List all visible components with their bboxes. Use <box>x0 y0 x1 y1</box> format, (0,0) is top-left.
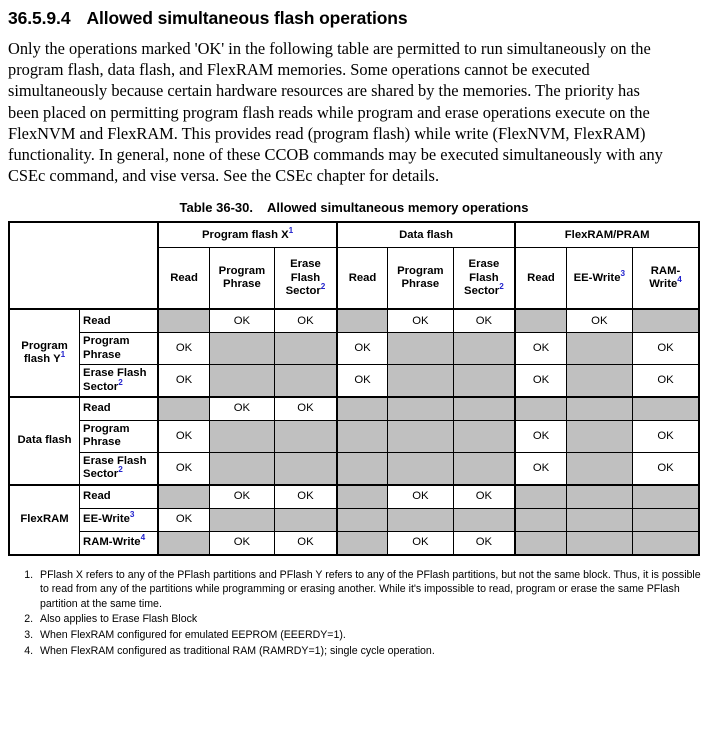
footnote-ref: 2 <box>118 377 123 387</box>
matrix-cell-allowed: OK <box>453 309 515 333</box>
col-header-fr-ram-write: RAM-Write$^4$ <box>633 248 699 310</box>
footnote-ref: 4 <box>677 275 682 285</box>
table-caption <box>6 200 702 215</box>
matrix-cell-allowed: OK <box>388 309 453 333</box>
table-row <box>9 333 699 365</box>
matrix-cell-blocked <box>566 333 632 365</box>
matrix-cell-blocked <box>515 485 566 509</box>
matrix-cell-allowed: OK <box>388 485 453 509</box>
table-header <box>9 222 699 309</box>
footnote-ref: 2 <box>320 282 326 292</box>
matrix-cell-allowed: OK <box>633 365 699 397</box>
footnote-ref: 1 <box>60 350 66 360</box>
row-operation-label: Program Phrase <box>80 421 159 453</box>
row-operation-label: RAM-Write$^4$ <box>80 531 159 555</box>
row-operation-label: Erase Flash Sector$^2$ <box>80 365 159 397</box>
document-page <box>0 8 708 745</box>
footnote-item: 3. When FlexRAM configured for emulated EEPROM (EEERDY=1). <box>36 628 704 643</box>
matrix-cell-allowed: OK <box>209 397 274 421</box>
matrix-cell-allowed: OK <box>158 452 209 484</box>
matrix-cell-allowed: OK <box>515 452 566 484</box>
table-row <box>9 421 699 453</box>
intro-paragraph: Only the operations marked 'OK' in the following table are permitted to run simultaneously on the program flash, data flash, and FlexRAM memories. Some operations cannot be executed simultaneously because certain hardware resources are shared by the memories. The priority has been placed on permitting program flash reads while program and erase operations execute on the FlexNVM and FlexRAM. This provides read (program flash) while write (FlexNVM, FlexRAM) functionality. In general, none of these CCOB commands may be executed simultaneously with any CSEc command, and vise versa. See the CSEc chapter for details. <box>8 39 663 186</box>
matrix-cell-blocked <box>275 333 337 365</box>
simultaneous-operations-table <box>8 221 700 555</box>
matrix-cell-blocked <box>515 508 566 531</box>
matrix-cell-blocked <box>209 508 274 531</box>
matrix-cell-blocked <box>275 365 337 397</box>
matrix-cell-allowed: OK <box>209 485 274 509</box>
matrix-cell-blocked <box>633 508 699 531</box>
matrix-cell-blocked <box>337 531 388 555</box>
matrix-cell-allowed: OK <box>158 365 209 397</box>
col-header-fr-ee-write: EE-Write$^3$ <box>566 248 632 310</box>
matrix-cell-blocked <box>515 309 566 333</box>
matrix-cell-blocked <box>566 365 632 397</box>
col-header-pfx-program-phrase: Program Phrase <box>209 248 274 310</box>
matrix-cell-blocked <box>209 333 274 365</box>
matrix-cell-allowed: OK <box>515 421 566 453</box>
footnote-ref: 3 <box>129 510 135 520</box>
table-corner-cell <box>9 222 158 309</box>
table-row <box>9 365 699 397</box>
matrix-cell-allowed: OK <box>209 531 274 555</box>
matrix-cell-blocked <box>275 452 337 484</box>
matrix-cell-blocked <box>566 421 632 453</box>
row-group-label: FlexRAM <box>9 485 80 555</box>
matrix-cell-blocked <box>633 309 699 333</box>
matrix-cell-blocked <box>388 421 453 453</box>
matrix-cell-blocked <box>566 485 632 509</box>
col-header-fr-read: Read <box>515 248 566 310</box>
section-number: 36.5.9.4 <box>8 8 71 28</box>
row-operation-label: Read <box>80 485 159 509</box>
col-header-df-read: Read <box>337 248 388 310</box>
footnote-item: 2. Also applies to Erase Flash Block <box>36 612 704 627</box>
footnote-ref: 1 <box>288 225 294 235</box>
matrix-cell-blocked <box>453 365 515 397</box>
matrix-cell-blocked <box>209 452 274 484</box>
matrix-cell-allowed: OK <box>275 485 337 509</box>
matrix-cell-blocked <box>566 397 632 421</box>
matrix-cell-blocked <box>275 508 337 531</box>
matrix-cell-blocked <box>566 508 632 531</box>
matrix-cell-blocked <box>275 421 337 453</box>
matrix-cell-blocked <box>337 452 388 484</box>
matrix-cell-blocked <box>388 333 453 365</box>
col-header-df-erase-flash-sector: Erase Flash Sector$^2$ <box>453 248 515 310</box>
footnote-ref: 4 <box>140 533 146 543</box>
matrix-cell-allowed: OK <box>515 365 566 397</box>
matrix-cell-blocked <box>158 309 209 333</box>
matrix-cell-blocked <box>388 365 453 397</box>
matrix-cell-blocked <box>337 309 388 333</box>
table-body <box>9 309 699 554</box>
table-row <box>9 452 699 484</box>
matrix-cell-blocked <box>158 485 209 509</box>
matrix-cell-allowed: OK <box>158 508 209 531</box>
col-header-pfx-read: Read <box>158 248 209 310</box>
matrix-cell-blocked <box>633 397 699 421</box>
row-operation-label: EE-Write$^3$ <box>80 508 159 531</box>
matrix-cell-blocked <box>337 485 388 509</box>
matrix-cell-blocked <box>337 397 388 421</box>
matrix-cell-allowed: OK <box>158 421 209 453</box>
matrix-cell-blocked <box>453 508 515 531</box>
table-row <box>9 485 699 509</box>
matrix-cell-blocked <box>453 333 515 365</box>
table-row <box>9 397 699 421</box>
matrix-cell-blocked <box>566 452 632 484</box>
matrix-cell-blocked <box>453 452 515 484</box>
col-header-pfx-erase-flash-sector: Erase Flash Sector$^2$ <box>275 248 337 310</box>
footnote-ref: 2 <box>499 282 504 292</box>
matrix-cell-blocked <box>209 365 274 397</box>
column-group-flexram-pram: FlexRAM/PRAM <box>515 222 699 248</box>
matrix-cell-allowed: OK <box>275 309 337 333</box>
matrix-cell-blocked <box>388 397 453 421</box>
matrix-cell-blocked <box>515 531 566 555</box>
column-group-data-flash: Data flash <box>337 222 515 248</box>
matrix-cell-allowed: OK <box>337 365 388 397</box>
row-operation-label: Program Phrase <box>80 333 159 365</box>
section-heading <box>8 8 702 29</box>
matrix-cell-blocked <box>158 397 209 421</box>
row-group-label: Data flash <box>9 397 80 485</box>
table-caption-label: Table 36-30. <box>179 200 253 216</box>
row-group-label: Program flash $Y^1$ <box>9 309 80 397</box>
matrix-cell-blocked <box>453 421 515 453</box>
matrix-cell-allowed: OK <box>158 333 209 365</box>
matrix-cell-blocked <box>633 485 699 509</box>
column-group-program-flash-x: Program flash $X^1$ <box>158 222 336 248</box>
matrix-cell-allowed: OK <box>209 309 274 333</box>
row-operation-label: Erase Flash Sector$^2$ <box>80 452 159 484</box>
table-row <box>9 309 699 333</box>
row-operation-label: Read <box>80 397 159 421</box>
footnote-list <box>6 568 704 659</box>
footnote-ref: 2 <box>118 465 123 475</box>
table-row <box>9 531 699 555</box>
matrix-cell-allowed: OK <box>515 333 566 365</box>
matrix-cell-allowed: OK <box>275 397 337 421</box>
matrix-cell-allowed: OK <box>388 531 453 555</box>
table-row <box>9 508 699 531</box>
matrix-cell-blocked <box>388 452 453 484</box>
matrix-cell-allowed: OK <box>633 333 699 365</box>
matrix-cell-blocked <box>209 421 274 453</box>
matrix-cell-allowed: OK <box>453 485 515 509</box>
matrix-cell-allowed: OK <box>275 531 337 555</box>
section-title: Allowed simultaneous flash operations <box>86 8 408 28</box>
matrix-cell-blocked <box>158 531 209 555</box>
matrix-cell-allowed: OK <box>633 421 699 453</box>
matrix-cell-blocked <box>566 531 632 555</box>
matrix-cell-blocked <box>337 508 388 531</box>
matrix-cell-blocked <box>453 397 515 421</box>
matrix-cell-blocked <box>515 397 566 421</box>
footnote-ref: 3 <box>620 268 626 278</box>
matrix-cell-blocked <box>388 508 453 531</box>
column-group-header-row <box>9 222 699 248</box>
matrix-cell-blocked <box>337 421 388 453</box>
matrix-cell-blocked <box>633 531 699 555</box>
table-caption-title: Allowed simultaneous memory operations <box>266 200 529 216</box>
matrix-cell-allowed: OK <box>453 531 515 555</box>
footnote-item: 4. When FlexRAM configured as traditional RAM (RAMRDY=1); single cycle operation. <box>36 644 704 659</box>
matrix-cell-allowed: OK <box>337 333 388 365</box>
matrix-cell-allowed: OK <box>566 309 632 333</box>
matrix-cell-allowed: OK <box>633 452 699 484</box>
col-header-df-program-phrase: Program Phrase <box>388 248 453 310</box>
footnote-item: 1. PFlash X refers to any of the PFlash partitions and PFlash Y refers to any of the PFlash partitions, but not the same block. Thus, it is possible to read from any of the partitions while programming or erasing another. While it's impossible to read, program or erase the same PFlash partition at the same time. <box>36 568 704 612</box>
row-operation-label: Read <box>80 309 159 333</box>
